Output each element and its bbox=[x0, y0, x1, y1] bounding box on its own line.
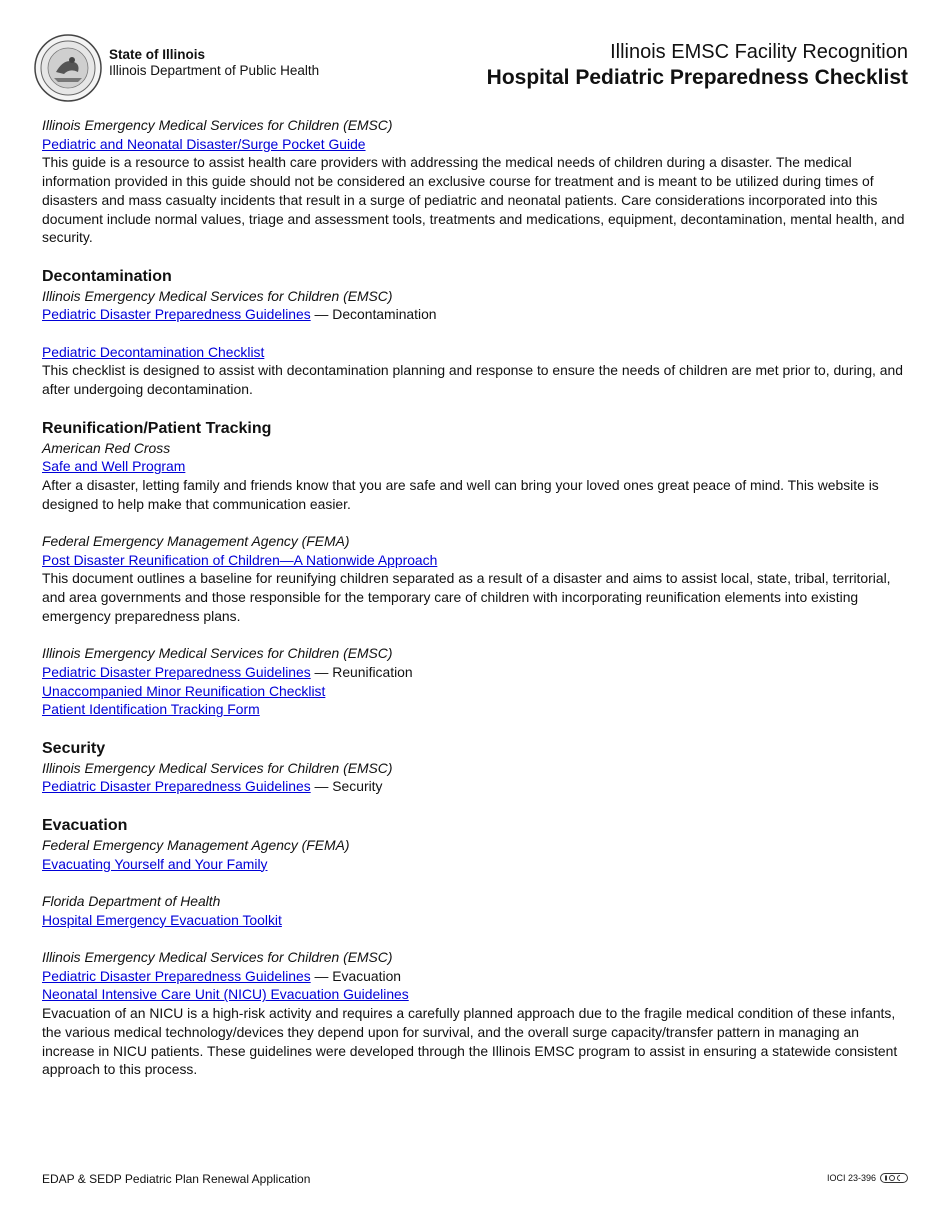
illinois-state-seal-icon bbox=[34, 34, 102, 102]
resource-description: After a disaster, letting family and friends know that you are safe and well can bring your loved ones great peace of mind. This website is designed to help make that communication easier. bbox=[42, 476, 879, 512]
resource-source: Illinois Emergency Medical Services for Children (EMSC) bbox=[42, 117, 393, 133]
footer-form-id bbox=[827, 1173, 908, 1183]
link-suffix: — Decontamination bbox=[310, 306, 437, 323]
evacuating-yourself-link[interactable]: Evacuating Yourself and Your Family bbox=[42, 855, 268, 872]
section-heading-reunification: Reunification/Patient Tracking bbox=[42, 419, 272, 437]
form-id-text: IOCI 23-396 bbox=[826, 1173, 876, 1183]
resource-description: Evacuation of an NICU is a high-risk activity and requires a carefully planned approach due to the fragile medical condition of these infants, the various medical technology/devices they depend upon for survival, and the overall surge capacity/transfer pattern in managing an increase in NICU patients. These guidelines were developed through the Illinois EMSC program to assist in ensuring a statewide consistent approach to this process. bbox=[42, 1005, 898, 1078]
section-heading-security: Security bbox=[42, 739, 106, 757]
section-heading-decontamination: Decontamination bbox=[42, 267, 172, 285]
document-titles bbox=[487, 40, 908, 92]
intro-section bbox=[42, 116, 912, 247]
resource-list bbox=[42, 116, 912, 1079]
resource-source: American Red Cross bbox=[42, 439, 171, 456]
resource-source: Illinois Emergency Medical Services for Children (EMSC) bbox=[42, 287, 393, 304]
link-suffix: — Security bbox=[310, 778, 383, 795]
footer-application-name: EDAP & SEDP Pediatric Plan Renewal Application bbox=[42, 1172, 311, 1186]
nicu-evacuation-guidelines-link[interactable]: Neonatal Intensive Care Unit (NICU) Evacuation Guidelines bbox=[42, 986, 409, 1003]
unaccompanied-minor-checklist-link[interactable]: Unaccompanied Minor Reunification Checklist bbox=[42, 682, 326, 699]
resource-description: This document outlines a baseline for reunifying children separated as a result of a disaster and aims to assist local, state, tribal, territorial, and area governments and those responsible for the temporary care of children with incorporating reunification elements into existing emergency preparedness plans. bbox=[42, 570, 891, 624]
resource-source: Illinois Emergency Medical Services for Children (EMSC) bbox=[42, 759, 393, 776]
resource-source: Federal Emergency Management Agency (FEMA) bbox=[42, 533, 350, 549]
guidelines-decontamination-link[interactable]: Pediatric Disaster Preparedness Guidelines bbox=[42, 306, 311, 323]
reunification-section bbox=[42, 418, 912, 720]
program-title: Illinois EMSC Facility Recognition bbox=[610, 41, 908, 63]
evacuation-section bbox=[42, 815, 912, 1079]
post-disaster-reunification-link[interactable]: Post Disaster Reunification of Children—A Nationwide Approach bbox=[42, 551, 438, 568]
resource-description: This checklist is designed to assist with decontamination planning and response to ensure the needs of children are met prior to, during, and after undergoing decontamination. bbox=[42, 362, 903, 398]
section-heading-evacuation: Evacuation bbox=[42, 816, 128, 834]
link-suffix: — Evacuation bbox=[310, 967, 402, 984]
decontamination-section bbox=[42, 266, 912, 399]
resource-source: Illinois Emergency Medical Services for Children (EMSC) bbox=[42, 645, 393, 662]
decontamination-checklist-link[interactable]: Pediatric Decontamination Checklist bbox=[42, 343, 265, 360]
resource-description: This guide is a resource to assist health care providers with addressing the medical needs of children during a disaster. The medical information provided in this guide should not be considered an exclusive course for treatment and is meant to be utilized during times of disasters and mass casualty incidents that result in a surge of pediatric and neonatal patients. Care considerations incorporated into this document include normal values, triage and assessment tools, treatments and medications, equipment, decontamination, mental health, and security. bbox=[42, 154, 905, 246]
guidelines-security-link[interactable]: Pediatric Disaster Preparedness Guidelines bbox=[42, 778, 311, 795]
resource-source: Florida Department of Health bbox=[42, 892, 221, 909]
document-title: Hospital Pediatric Preparedness Checklist bbox=[486, 66, 908, 89]
link-suffix: — Reunification bbox=[310, 663, 413, 680]
evacuation-toolkit-link[interactable]: Hospital Emergency Evacuation Toolkit bbox=[42, 911, 282, 928]
security-section bbox=[42, 738, 912, 796]
resource-source: Illinois Emergency Medical Services for Children (EMSC) bbox=[42, 948, 393, 965]
patient-tracking-form-link[interactable]: Patient Identification Tracking Form bbox=[42, 701, 260, 718]
safe-and-well-link[interactable]: Safe and Well Program bbox=[42, 458, 186, 475]
resource-source: Federal Emergency Management Agency (FEMA) bbox=[42, 836, 350, 853]
department-name: Illinois Department of Public Health bbox=[109, 63, 320, 78]
ioci-logo-icon bbox=[880, 1173, 908, 1183]
page-header bbox=[0, 0, 950, 110]
pocket-guide-link[interactable]: Pediatric and Neonatal Disaster/Surge Pocket Guide bbox=[42, 135, 366, 152]
agency-name bbox=[109, 47, 319, 79]
guidelines-reunification-link[interactable]: Pediatric Disaster Preparedness Guidelines bbox=[42, 663, 311, 680]
state-name: State of Illinois bbox=[109, 47, 206, 62]
guidelines-evacuation-link[interactable]: Pediatric Disaster Preparedness Guidelines bbox=[42, 967, 311, 984]
